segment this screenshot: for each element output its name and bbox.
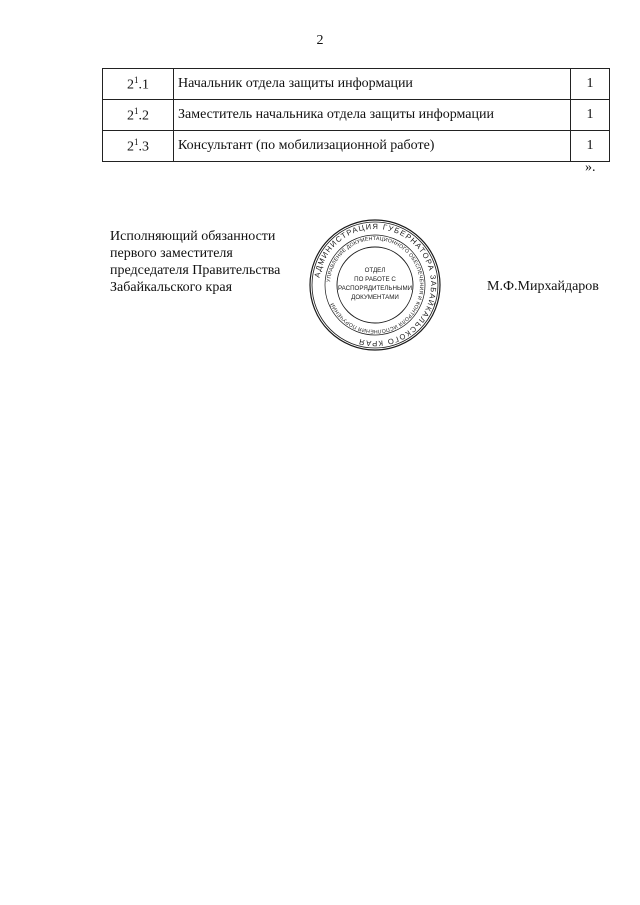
row-number: $2^1.3$ — [103, 131, 174, 162]
seal-inner-text: УПРАВЛЕНИЕ ДОКУМЕНТАЦИОННОГО ОБЕСПЕЧЕНИЯ И КОНТРОЛЯ ИСПОЛНЕНИЯ ПОРУЧЕНИЙ — [326, 235, 425, 335]
position-count: 1 — [571, 100, 610, 131]
position-count: 1 — [571, 131, 610, 162]
seal-center-line: ОТДЕЛ — [364, 267, 386, 274]
seal-outer-text: АДМИНИСТРАЦИЯ ГУБЕРНАТОРА ЗАБАЙКАЛЬСКОГО КРАЯ — [312, 221, 439, 349]
position-title: Консультант (по мобилизационной работе) — [174, 131, 571, 162]
signer-title-line: председателя Правительства — [110, 263, 281, 278]
table-row — [103, 69, 610, 100]
closing-quote: ». — [585, 160, 596, 175]
position-count: 1 — [571, 69, 610, 100]
seal-center-line: ПО РАБОТЕ С — [354, 276, 396, 283]
official-seal — [308, 218, 442, 352]
position-title: Заместитель начальника отдела защиты информации — [174, 100, 571, 131]
signer-title-line: первого заместителя — [110, 246, 233, 261]
signer-title-line: Забайкальского края — [110, 280, 233, 295]
seal-center-line: ДОКУМЕНТАМИ — [351, 294, 399, 301]
positions-table — [102, 68, 610, 162]
signer-title — [110, 228, 280, 296]
seal-graphic — [308, 218, 442, 352]
signer-title-line: Исполняющий обязанности — [110, 229, 276, 244]
seal-center-line: РАСПОРЯДИТЕЛЬНЫМИ — [337, 285, 413, 292]
row-number: $2^1.1$ — [103, 69, 174, 100]
row-number: $2^1.2$ — [103, 100, 174, 131]
position-title: Начальник отдела защиты информации — [174, 69, 571, 100]
table-row — [103, 100, 610, 131]
page-number: 2 — [316, 33, 324, 48]
signer-name: М.Ф.Мирхайдаров — [487, 279, 599, 294]
table-row — [103, 131, 610, 162]
